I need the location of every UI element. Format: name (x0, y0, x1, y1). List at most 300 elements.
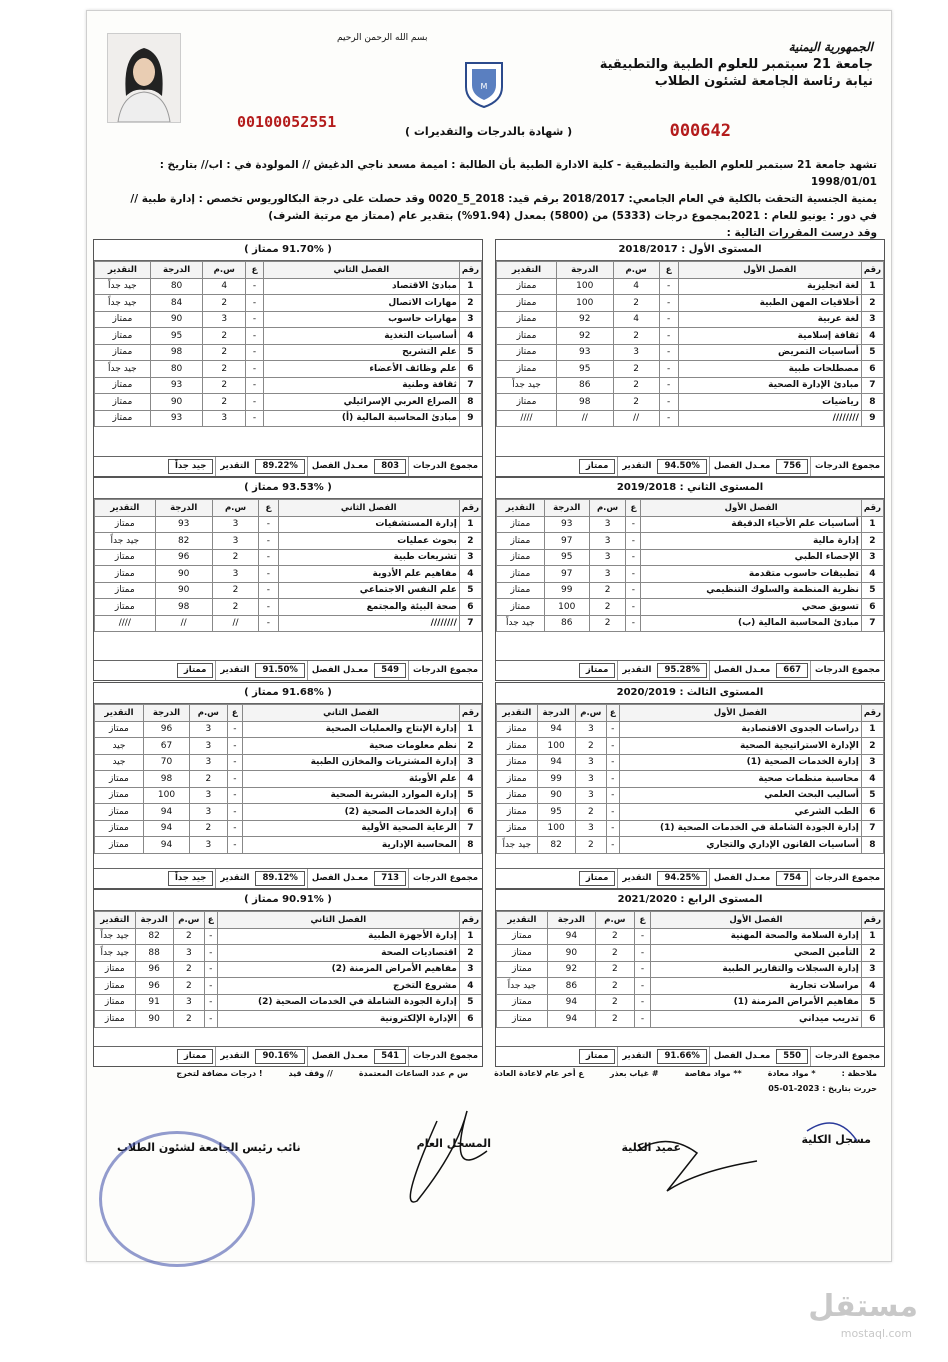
course-hours: 3 (589, 533, 626, 550)
course-rating: ممتاز (497, 278, 557, 295)
svg-text:M: M (480, 82, 488, 91)
course-grade: 86 (547, 978, 595, 995)
course-a: - (227, 721, 242, 738)
table-row (95, 377, 482, 394)
average-value: 91.66% (657, 1049, 706, 1064)
course-number: 7 (459, 377, 481, 394)
course-hours: 4 (203, 278, 246, 295)
table-row (95, 582, 482, 599)
semester-summary (94, 868, 482, 888)
table-row (497, 278, 884, 295)
course-number: 6 (861, 1011, 883, 1028)
table-row (497, 837, 884, 854)
level-title: المستوى الرابع : 2021/2020 (496, 890, 884, 911)
table-row (497, 599, 884, 616)
course-hours: 3 (575, 787, 606, 804)
course-number: 5 (459, 787, 481, 804)
course-a: - (259, 533, 278, 550)
course-grade: 80 (150, 278, 203, 295)
course-hours: 2 (589, 615, 626, 632)
course-a: - (659, 278, 678, 295)
course-a: - (204, 961, 217, 978)
course-hours: 2 (613, 328, 659, 345)
course-a: - (634, 1011, 650, 1028)
course-number: 2 (459, 533, 481, 550)
course-grade: 70 (143, 754, 189, 771)
total-value: 713 (374, 871, 406, 886)
course-name: علم وظائف الأعضاء (263, 361, 459, 378)
column-header-hrs: س.م (173, 912, 204, 929)
rating-label: التقدير (215, 661, 253, 680)
course-hours: 2 (173, 928, 204, 945)
semester-summary (496, 456, 884, 476)
intro-line-4: وقد درست المقررات التالية : (726, 227, 877, 239)
course-grade: 93 (556, 344, 613, 361)
column-header-course_sem2: الفصل الثاني (278, 500, 459, 517)
column-header-a: ع (259, 500, 278, 517)
average-label: معـدل الفصل (307, 661, 372, 680)
level-4-sem2-block (93, 889, 483, 1067)
course-name: مشروع التخرج (217, 978, 459, 995)
course-name: إدارة الموارد البشرية الصحية (243, 787, 460, 804)
table-row (95, 410, 482, 427)
course-hours: 3 (575, 820, 606, 837)
course-name: تدريب ميداني (651, 1011, 862, 1028)
course-name: الطب الشرعي (619, 804, 861, 821)
course-grade: 98 (155, 599, 212, 616)
table-row (95, 837, 482, 854)
course-name: نظم معلومات صحية (243, 738, 460, 755)
level-3-sem2-block (93, 682, 483, 889)
semester-summary (496, 660, 884, 680)
course-rating: ممتاز (95, 377, 151, 394)
table-row (95, 721, 482, 738)
header-university: جامعة 21 سبتمبر للعلوم الطبية والتطبيقية (599, 57, 873, 72)
course-grade: 92 (556, 311, 613, 328)
signature-dean: عميد الكلية (621, 1141, 681, 1154)
course-hours: 2 (589, 599, 626, 616)
column-header-course_sem1: الفصل الأول (641, 500, 861, 517)
course-number: 5 (861, 994, 883, 1011)
column-header-hrs: س.م (613, 262, 659, 279)
course-grade: 92 (556, 328, 613, 345)
course-name: بحوث عمليات (278, 533, 459, 550)
course-name: مهارات حاسوب (263, 311, 459, 328)
table-row (95, 961, 482, 978)
course-a: - (626, 615, 641, 632)
course-hours: 2 (203, 295, 246, 312)
course-grade: 95 (556, 361, 613, 378)
note-added-marks: ! درجات مضافة لتخرج (176, 1069, 263, 1078)
course-number: 6 (459, 361, 481, 378)
course-name: ثقافة وطنية (263, 377, 459, 394)
column-header-course_sem1: الفصل الأول (678, 262, 861, 279)
course-number: 8 (861, 394, 883, 411)
course-name: مهارات الاتصال (263, 295, 459, 312)
column-header-grade: الدرجة (537, 705, 575, 722)
rating-label: التقدير (215, 457, 253, 476)
course-grade: // (155, 615, 212, 632)
total-value: 549 (374, 663, 406, 678)
rating-value: ممتاز (177, 663, 214, 678)
course-number: 3 (459, 311, 481, 328)
course-hours: 2 (212, 549, 259, 566)
level-3-sem1-block (495, 682, 885, 889)
course-rating: جيد جداً (497, 978, 548, 995)
total-value: 550 (776, 1049, 808, 1064)
course-hours: 2 (190, 771, 228, 788)
course-grade: 93 (155, 516, 212, 533)
table-row (497, 945, 884, 962)
column-header-num: رقم (861, 705, 883, 722)
course-a: - (606, 771, 619, 788)
course-number: 9 (861, 410, 883, 427)
course-name: إدارة مالية (641, 533, 861, 550)
column-header-num: رقم (861, 912, 883, 929)
table-row (95, 928, 482, 945)
course-rating: ممتاز (95, 721, 144, 738)
course-hours: // (212, 615, 259, 632)
course-hours: 3 (575, 771, 606, 788)
course-grade: 90 (155, 582, 212, 599)
course-number: 1 (861, 278, 883, 295)
level-title: المستوى الثاني : 2019/2018 (496, 478, 884, 499)
grades-table (496, 261, 884, 427)
rating-value: ممتاز (177, 1049, 214, 1064)
column-header-rating: التقدير (497, 500, 545, 517)
course-a: - (246, 377, 264, 394)
course-hours: 2 (203, 394, 246, 411)
course-rating: ممتاز (95, 787, 144, 804)
course-hours: 3 (212, 566, 259, 583)
table-row (95, 1011, 482, 1028)
semester-summary (496, 868, 884, 888)
course-rating: ممتاز (497, 311, 557, 328)
header-deputy: نيابة رئاسة الجامعة لشئون الطلاب (654, 74, 873, 89)
table-row (497, 344, 884, 361)
column-header-grade: الدرجة (135, 912, 173, 929)
transcript-document (86, 10, 892, 1262)
course-name: رياضيات (678, 394, 861, 411)
course-a: - (626, 549, 641, 566)
total-label: مجموع الدرجات (810, 1047, 884, 1066)
course-hours: 2 (575, 738, 606, 755)
course-grade: 100 (556, 278, 613, 295)
course-grade: 98 (150, 344, 203, 361)
course-name: أساسيات التمريض (678, 344, 861, 361)
table-row (497, 377, 884, 394)
column-header-num: رقم (459, 500, 481, 517)
course-a: - (659, 410, 678, 427)
course-grade: 94 (537, 754, 575, 771)
rating-value: ممتاز (579, 871, 616, 886)
table-row (95, 278, 482, 295)
table-row (497, 994, 884, 1011)
table-row (95, 978, 482, 995)
course-rating: ممتاز (95, 1011, 136, 1028)
course-a: - (606, 738, 619, 755)
course-grade: 90 (547, 945, 595, 962)
note-absent: # غياب بعذر (609, 1069, 659, 1078)
course-name: أساسيات القانون الإداري والتجاري (619, 837, 861, 854)
serial-number: 000642 (669, 121, 731, 141)
course-name: الإدارة الاستراتيجية الصحية (619, 738, 861, 755)
level-2-sem1-block (495, 477, 885, 681)
course-rating: ممتاز (497, 928, 548, 945)
course-number: 5 (861, 344, 883, 361)
course-grade: 99 (544, 582, 589, 599)
course-number: 2 (861, 295, 883, 312)
course-name: لغة انجليزية (678, 278, 861, 295)
course-grade: 94 (537, 721, 575, 738)
course-number: 2 (861, 945, 883, 962)
table-header-row (95, 912, 482, 929)
course-grade: 91 (135, 994, 173, 1011)
course-hours: 3 (575, 721, 606, 738)
table-header-row (95, 262, 482, 279)
course-rating: ممتاز (95, 994, 136, 1011)
course-rating: ممتاز (497, 344, 557, 361)
course-rating: ممتاز (95, 582, 156, 599)
course-name: محاسبة منظمات صحية (619, 771, 861, 788)
course-name: الإحصاء الطبي (641, 549, 861, 566)
course-name: مبادئ المحاسبة المالية (ب) (641, 615, 861, 632)
course-a: - (626, 516, 641, 533)
course-hours: 2 (575, 837, 606, 854)
semester-summary (496, 1046, 884, 1066)
course-number: 2 (459, 295, 481, 312)
table-header-row (497, 262, 884, 279)
course-a: - (634, 994, 650, 1011)
course-number: 6 (861, 599, 883, 616)
course-name: مراسلات تجارية (651, 978, 862, 995)
note-exempted: ** مواد مقاصة (684, 1069, 742, 1078)
column-header-grade: الدرجة (556, 262, 613, 279)
table-row (497, 754, 884, 771)
course-number: 4 (861, 978, 883, 995)
course-hours: 2 (203, 344, 246, 361)
course-a: - (246, 394, 264, 411)
course-rating: ممتاز (497, 566, 545, 583)
course-name: إدارة المشتريات والمخازن الطبية (243, 754, 460, 771)
course-hours: 3 (173, 994, 204, 1011)
course-number: 1 (459, 278, 481, 295)
course-a: - (204, 1011, 217, 1028)
table-row (95, 754, 482, 771)
table-row (95, 344, 482, 361)
column-header-grade: الدرجة (155, 500, 212, 517)
course-a: - (259, 549, 278, 566)
course-a: - (259, 582, 278, 599)
column-header-num: رقم (861, 262, 883, 279)
course-name: علم التشريح (263, 344, 459, 361)
course-a: - (227, 804, 242, 821)
table-row (95, 615, 482, 632)
column-header-grade: الدرجة (544, 500, 589, 517)
signature-vice-president: نائب رئيس الجامعة لشئون الطلاب (117, 1141, 301, 1154)
course-a: - (634, 961, 650, 978)
rating-label: التقدير (617, 457, 655, 476)
course-number: 3 (861, 549, 883, 566)
course-hours: 2 (190, 820, 228, 837)
course-a: - (204, 928, 217, 945)
rating-value: جيد جداً (168, 871, 213, 886)
total-label: مجموع الدرجات (408, 1047, 482, 1066)
table-row (497, 328, 884, 345)
course-a: - (606, 804, 619, 821)
course-grade: 90 (155, 566, 212, 583)
course-name: صحة البيئة والمجتمع (278, 599, 459, 616)
course-grade: 82 (135, 928, 173, 945)
table-row (95, 945, 482, 962)
average-label: معـدل الفصل (307, 457, 372, 476)
total-label: مجموع الدرجات (810, 457, 884, 476)
course-number: 8 (861, 837, 883, 854)
semester-summary (94, 660, 482, 680)
grades-table (94, 704, 482, 854)
course-a: - (659, 295, 678, 312)
average-value: 89.12% (255, 871, 304, 886)
course-rating: ممتاز (497, 754, 538, 771)
course-name: أساليب البحث العلمي (619, 787, 861, 804)
course-a: - (259, 615, 278, 632)
column-header-num: رقم (459, 262, 481, 279)
table-row (95, 394, 482, 411)
table-row (95, 533, 482, 550)
course-rating: ممتاز (95, 978, 136, 995)
course-hours: // (613, 410, 659, 427)
column-header-a: ع (606, 705, 619, 722)
course-hours: 3 (190, 738, 228, 755)
course-a: - (606, 721, 619, 738)
course-a: - (246, 361, 264, 378)
course-rating: ممتاز (497, 738, 538, 755)
course-name: مفاهيم الأمراض المزمنة (2) (217, 961, 459, 978)
course-number: 2 (459, 738, 481, 755)
course-grade: 98 (556, 394, 613, 411)
course-number: 4 (459, 771, 481, 788)
certificate-title: ( شهادة بالدرجات والتقديرات ) (405, 125, 573, 138)
course-grade: 95 (150, 328, 203, 345)
table-row (497, 533, 884, 550)
grades-table (496, 704, 884, 854)
course-number: 7 (861, 377, 883, 394)
course-a: - (246, 328, 264, 345)
average-value: 94.50% (657, 459, 706, 474)
course-hours: 3 (190, 721, 228, 738)
course-a: - (259, 566, 278, 583)
column-header-a: ع (227, 705, 242, 722)
column-header-rating: التقدير (95, 262, 151, 279)
university-emblem-icon (462, 59, 506, 109)
grades-table (94, 261, 482, 427)
course-hours: 2 (212, 599, 259, 616)
average-label: معـدل الفصل (709, 869, 774, 888)
table-row (497, 804, 884, 821)
course-name: أخلاقيات المهن الطبية (678, 295, 861, 312)
course-rating: ممتاز (497, 516, 545, 533)
course-rating: ممتاز (95, 516, 156, 533)
column-header-rating: التقدير (497, 705, 538, 722)
note-credit-hours: س م عدد الساعات المعتمدة (358, 1069, 469, 1078)
course-rating: ممتاز (95, 344, 151, 361)
course-hours: 4 (613, 311, 659, 328)
table-row (497, 566, 884, 583)
course-a: - (606, 837, 619, 854)
course-hours: 2 (613, 295, 659, 312)
course-grade: 100 (544, 599, 589, 616)
table-row (95, 516, 482, 533)
course-number: 2 (861, 533, 883, 550)
column-header-hrs: س.م (203, 262, 246, 279)
table-row (497, 978, 884, 995)
course-hours: 2 (595, 1011, 634, 1028)
course-rating: ممتاز (95, 804, 144, 821)
course-a: - (606, 754, 619, 771)
course-rating: ممتاز (95, 599, 156, 616)
course-a: - (259, 599, 278, 616)
course-rating: //// (497, 410, 557, 427)
course-rating: جيد جداً (497, 837, 538, 854)
course-hours: 2 (212, 582, 259, 599)
course-a: - (626, 582, 641, 599)
total-value: 541 (374, 1049, 406, 1064)
course-name: لغة عربية (678, 311, 861, 328)
average-value: 89.22% (255, 459, 304, 474)
course-a: - (606, 787, 619, 804)
course-hours: 4 (613, 278, 659, 295)
table-row (497, 771, 884, 788)
total-label: مجموع الدرجات (810, 869, 884, 888)
course-hours: 3 (173, 945, 204, 962)
column-header-rating: التقدير (95, 705, 144, 722)
table-row (95, 549, 482, 566)
course-grade: 95 (544, 549, 589, 566)
course-number: 3 (861, 961, 883, 978)
course-hours: 3 (613, 344, 659, 361)
column-header-a: ع (204, 912, 217, 929)
course-name: تسويق صحي (641, 599, 861, 616)
course-number: 6 (861, 361, 883, 378)
average-label: معـدل الفصل (709, 457, 774, 476)
course-rating: ممتاز (95, 961, 136, 978)
total-label: مجموع الدرجات (408, 661, 482, 680)
table-row (95, 787, 482, 804)
grades-table (94, 911, 482, 1028)
course-number: 8 (459, 394, 481, 411)
course-number: 2 (861, 738, 883, 755)
table-row (95, 599, 482, 616)
course-number: 4 (459, 328, 481, 345)
course-grade: 90 (150, 394, 203, 411)
course-hours: 3 (589, 516, 626, 533)
average-label: معـدل الفصل (307, 1047, 372, 1066)
course-a: - (626, 566, 641, 583)
course-name: الإدارة الإلكترونية (217, 1011, 459, 1028)
course-grade: 94 (143, 837, 189, 854)
course-grade: 97 (544, 566, 589, 583)
average-value: 95.28% (657, 663, 706, 678)
column-header-course_sem2: الفصل الثاني (263, 262, 459, 279)
average-label: معـدل الفصل (709, 1047, 774, 1066)
average-value: 94.25% (657, 871, 706, 886)
total-label: مجموع الدرجات (408, 457, 482, 476)
course-rating: ممتاز (497, 599, 545, 616)
course-name: نظرية المنظمة والسلوك التنظيمي (641, 582, 861, 599)
table-row (95, 566, 482, 583)
level-1-sem2-block (93, 239, 483, 477)
course-a: - (659, 377, 678, 394)
